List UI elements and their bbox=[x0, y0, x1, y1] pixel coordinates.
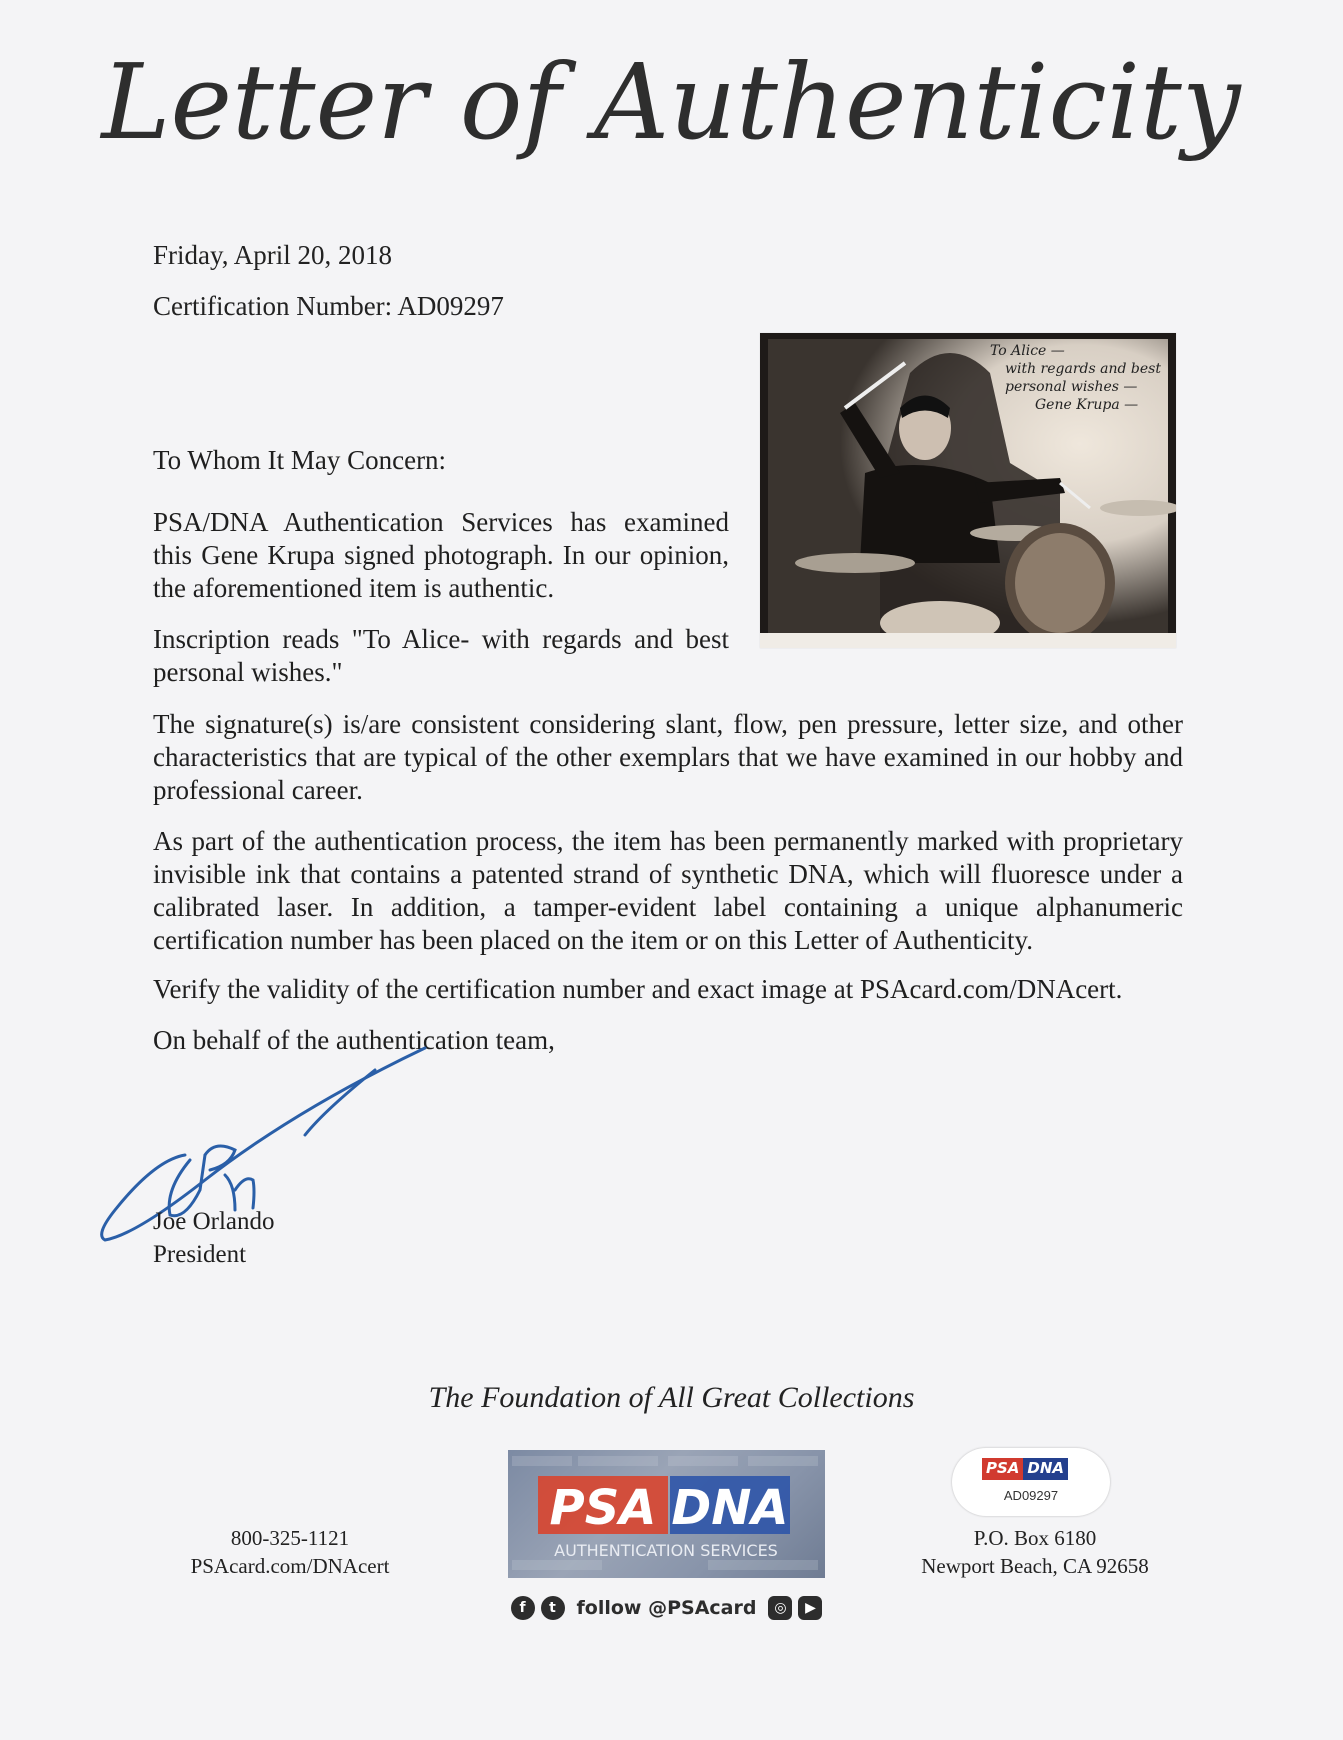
logo-subtitle: AUTHENTICATION SERVICES bbox=[554, 1541, 778, 1560]
logo-psa: PSA bbox=[549, 1480, 657, 1536]
paragraph-closing: On behalf of the authentication team, bbox=[153, 1025, 555, 1055]
inscription-line-4: Gene Krupa — bbox=[1035, 397, 1139, 413]
certification-sticker bbox=[952, 1448, 1110, 1516]
signer-name: Joe Orlando bbox=[153, 1208, 275, 1235]
paragraph-dna-process: As part of the authentication process, the item has been permanently marked with proprietary invisible ink that contains a patented strand of synthetic DNA, which will fluoresce under a calibrated laser. In addition, a tamper-evident label containing a unique alphanumeric certification number has been placed on the item or on this Letter of Authenticity. bbox=[153, 826, 1183, 955]
certification-number: Certification Number: AD09297 bbox=[153, 291, 504, 321]
contact-website: PSAcard.com/DNAcert bbox=[190, 1554, 390, 1578]
instagram-icon[interactable]: ◎ bbox=[768, 1596, 792, 1620]
contact-phone: 800-325-1121 bbox=[230, 1526, 350, 1550]
paragraph-verify: Verify the validity of the certification number and exact image at PSAcard.com/DNAcert. bbox=[153, 974, 1123, 1004]
signed-photograph bbox=[760, 333, 1176, 648]
inscription-line-1: To Alice — bbox=[990, 343, 1065, 359]
signer-title: President bbox=[153, 1241, 247, 1268]
paragraph-examination: PSA/DNA Authentication Services has examined this Gene Krupa signed photograph. In our opinion, the aforementioned item is authentic. bbox=[153, 507, 729, 603]
paragraph-signature-analysis: The signature(s) is/are consistent considering slant, flow, pen pressure, letter size, and other characteristics that are typical of the other exemplars that we have examined in our hobby and professional career. bbox=[153, 709, 1183, 805]
sticker-logo bbox=[982, 1458, 1078, 1480]
contact-address bbox=[900, 1524, 1170, 1580]
youtube-icon[interactable]: ▶ bbox=[798, 1596, 822, 1620]
contact-phone-web bbox=[160, 1524, 420, 1580]
letter-title bbox=[0, 30, 1343, 180]
inscription-line-3: personal wishes — bbox=[1005, 379, 1138, 395]
logo-dna: DNA bbox=[671, 1480, 789, 1536]
sticker-number: AD09297 bbox=[1003, 1488, 1059, 1503]
sticker-dna: DNA bbox=[1023, 1458, 1068, 1480]
letter-date: Friday, April 20, 2018 bbox=[153, 240, 392, 270]
sticker-psa: PSA bbox=[982, 1458, 1023, 1480]
inscription-line-2: with regards and best bbox=[1005, 361, 1161, 377]
salutation: To Whom It May Concern: bbox=[153, 445, 447, 475]
social-handle: follow @PSAcard bbox=[576, 1597, 757, 1619]
paragraph-inscription: Inscription reads "To Alice- with regards and best personal wishes." bbox=[153, 624, 729, 687]
twitter-icon[interactable]: t bbox=[541, 1596, 565, 1620]
title-text: Letter of Authenticity bbox=[101, 41, 1241, 163]
facebook-icon[interactable]: f bbox=[511, 1596, 535, 1620]
footer-tagline: The Foundation of All Great Collections bbox=[428, 1381, 915, 1414]
address-line-1: P.O. Box 6180 bbox=[973, 1526, 1097, 1550]
address-line-2: Newport Beach, CA 92658 bbox=[921, 1554, 1149, 1578]
psa-dna-logo bbox=[508, 1450, 825, 1578]
social-bar bbox=[508, 1591, 825, 1625]
